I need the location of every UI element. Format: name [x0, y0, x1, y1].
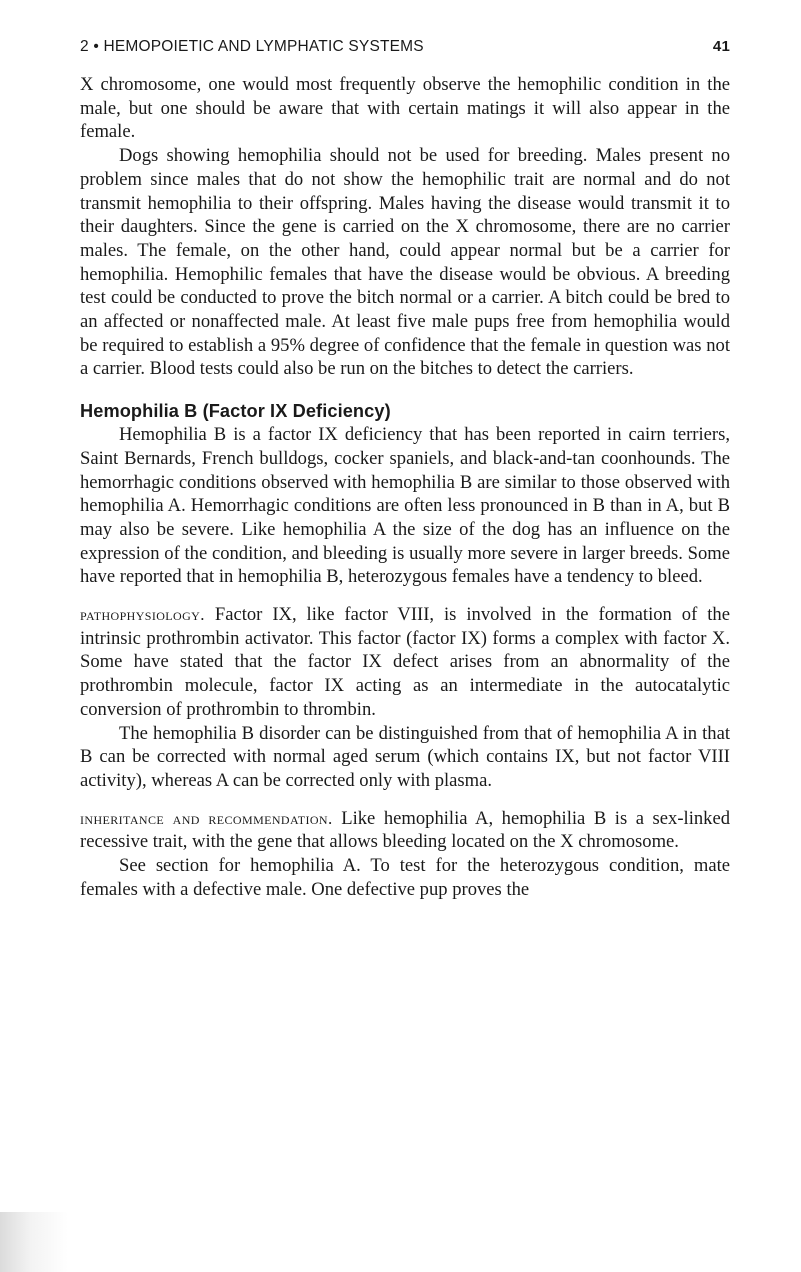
paragraph-text: Like hemophilia A, hemophilia B is a sex-linked recessive trait, with the gene that allows bleeding located on the X chromosome.: [80, 807, 731, 853]
chapter-title: 2 • HEMOPOIETIC AND LYMPHATIC SYSTEMS: [80, 38, 424, 55]
body-text: [80, 73, 730, 902]
run-in-heading: pathophysiology.: [80, 605, 205, 625]
paragraph-text: Factor IX, like factor VIII, is involved in the formation of the intrinsic prothrombin activator. This factor (factor IX) forms a complex with factor X. Some have stated that the factor IX defect arises from an abnormality of the prothrombin molecule, factor IX acting as an intermediate in the autocatalytic conversion of prothrombin to thrombin.: [80, 604, 730, 720]
pathophysiology-paragraph: [80, 603, 730, 722]
paragraph: Hemophilia B is a factor IX deficiency that has been reported in cairn terriers, Saint Bernards, French bulldogs, cocker spaniels, and black-and-tan coonhounds. The hemorrhagic conditions observed with hemophilia B are similar to those observed with hemophilia A. Hemorrhagic conditions are often less pronounced in B than in A, but B may also be severe. Like hemophilia A the size of the dog has an influence on the expression of the condition, and bleeding is usually more severe in larger breeds. Some have reported that in hemophilia B, heterozygous females have a tendency to bleed.: [80, 424, 730, 588]
scan-shadow: [0, 1212, 68, 1272]
book-page: [80, 38, 730, 902]
running-head: [80, 38, 730, 60]
page-number: 41: [712, 38, 730, 55]
paragraph: Dogs showing hemophilia should not be used for breeding. Males present no problem since males that do not show the hemophilic trait are normal and do not transmit hemophilia to their offspring. Males having the disease would transmit it to their daughters. Since the gene is carried on the X chromosome, there are no carrier males. The female, on the other hand, could appear normal but be a carrier for hemophilia. Hemophilic females that have the disease would be obvious. A breeding test could be conducted to prove the bitch normal or a carrier. A bitch could be bred to an affected or nonaffected male. At least five male pups free from hemophilia would be required to establish a 95% degree of confidence that the female in question was not a carrier. Blood tests could also be run on the bitches to detect the carriers.: [80, 145, 730, 380]
run-in-heading: inheritance and recommendation.: [80, 808, 333, 828]
paragraph: The hemophilia B disorder can be distinguished from that of hemophilia A in that B can be corrected with normal aged serum (which contains IX, but not factor VIII activity), whereas A can be corrected only with plasma.: [80, 722, 730, 791]
paragraph: X chromosome, one would most frequently observe the hemophilic condition in the male, but one should be aware that with certain matings it will also appear in the female.: [80, 74, 730, 143]
inheritance-paragraph: [80, 807, 730, 854]
section-heading: Hemophilia B (Factor IX Deficiency): [80, 401, 391, 422]
paragraph: See section for hemophilia A. To test for the heterozygous condition, mate females with a defective male. One defective pup proves the: [80, 855, 730, 900]
